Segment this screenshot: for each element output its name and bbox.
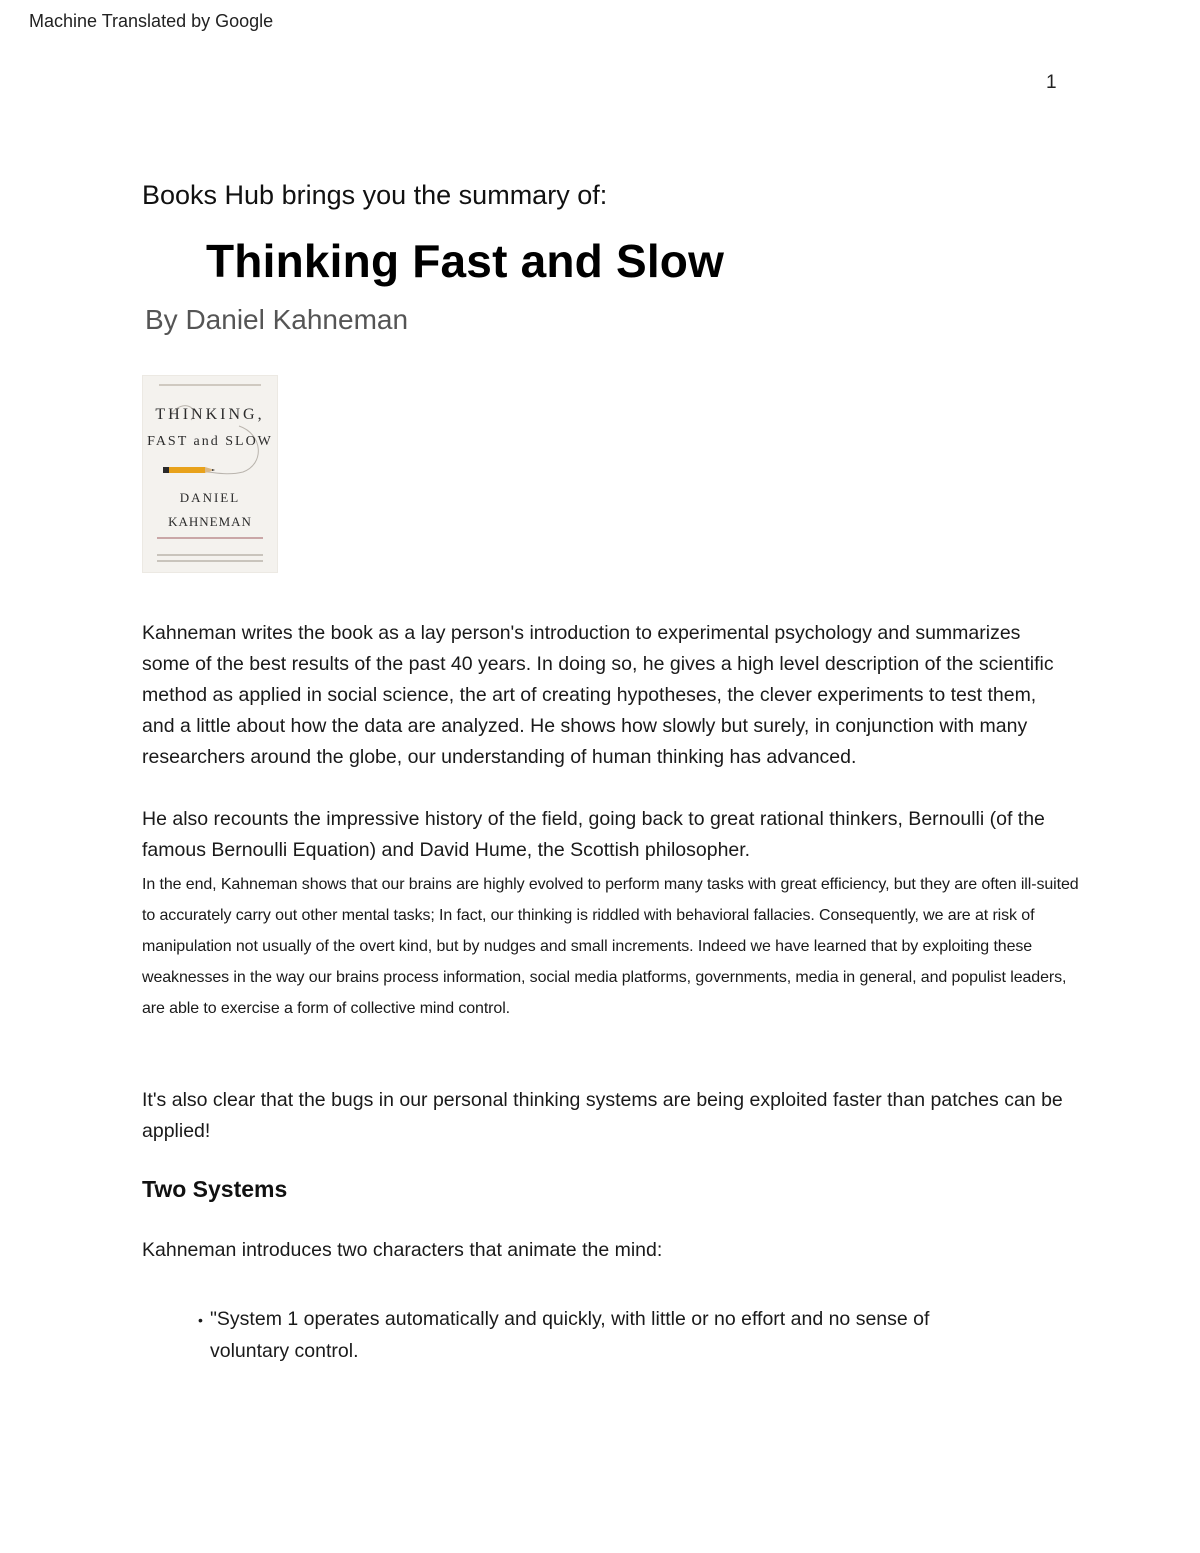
section-heading-two-systems: Two Systems [142,1176,288,1202]
bullet-dot-icon: • [198,1312,203,1328]
cover-author-last-name: KAHNEMAN [168,514,252,529]
book-title: Thinking Fast and Slow [206,235,725,287]
section-intro: Kahneman introduces two characters that animate the mind: [142,1239,663,1261]
cover-author-first-name: DANIEL [179,490,241,505]
book-cover-image [143,376,277,572]
page-number: 1 [1046,72,1057,93]
author-byline: By Daniel Kahneman [145,304,409,335]
list-item [176,1304,976,1367]
machine-translated-header: Machine Translated by Google [29,11,274,31]
cover-fine-print-line [157,560,263,562]
body-paragraph-intro: Kahneman writes the book as a lay person's introduction to experimental psychology and summarizes some of the best results of the past 40 years. In doing so, he gives a high level description of the scientific method as applied in social science, the art of creating hypotheses, the clever experiments to test them, and a little about how the data are analyzed. He shows how slowly but surely, in conjunction with many researchers around the globe, our understanding of human thinking has advanced. [142,622,1054,768]
systems-bullet-list [176,1304,976,1367]
intro-line: Books Hub brings you the summary of: [142,180,608,210]
body-paragraph-history: He also recounts the impressive history of the field, going back to great rational thinkers, Bernoulli (of the famous Bernoulli Equation) and David Hume, the Scottish philosopher. [142,808,1045,861]
body-paragraph-bugs: It's also clear that the bugs in our personal thinking systems are being exploited faster than patches can be applied! [142,1089,1063,1142]
cover-title-line-2: FAST and SLOW [147,434,273,449]
list-item-text: "System 1 operates automatically and quickly, with little or no effort and no sense of voluntary control. [210,1308,930,1362]
cover-title-line-1: THINKING, [155,406,265,423]
body-paragraph-conclusion: In the end, Kahneman shows that our brains are highly evolved to perform many tasks with great efficiency, but they are often ill-suited to accurately carry out other mental tasks; In fact, our thinking is riddled with behavioral fallacies. Consequently, we are at risk of manipulation not usually of the overt kind, but by nudges and small increments. Indeed we have learned that by exploiting these weaknesses in the way our brains process information, social media platforms, governments, media in general, and populist leaders, are able to exercise a form of collective mind control. [142,876,1079,1017]
cover-fine-print-line [157,537,263,539]
cover-fine-print-line [157,554,263,556]
